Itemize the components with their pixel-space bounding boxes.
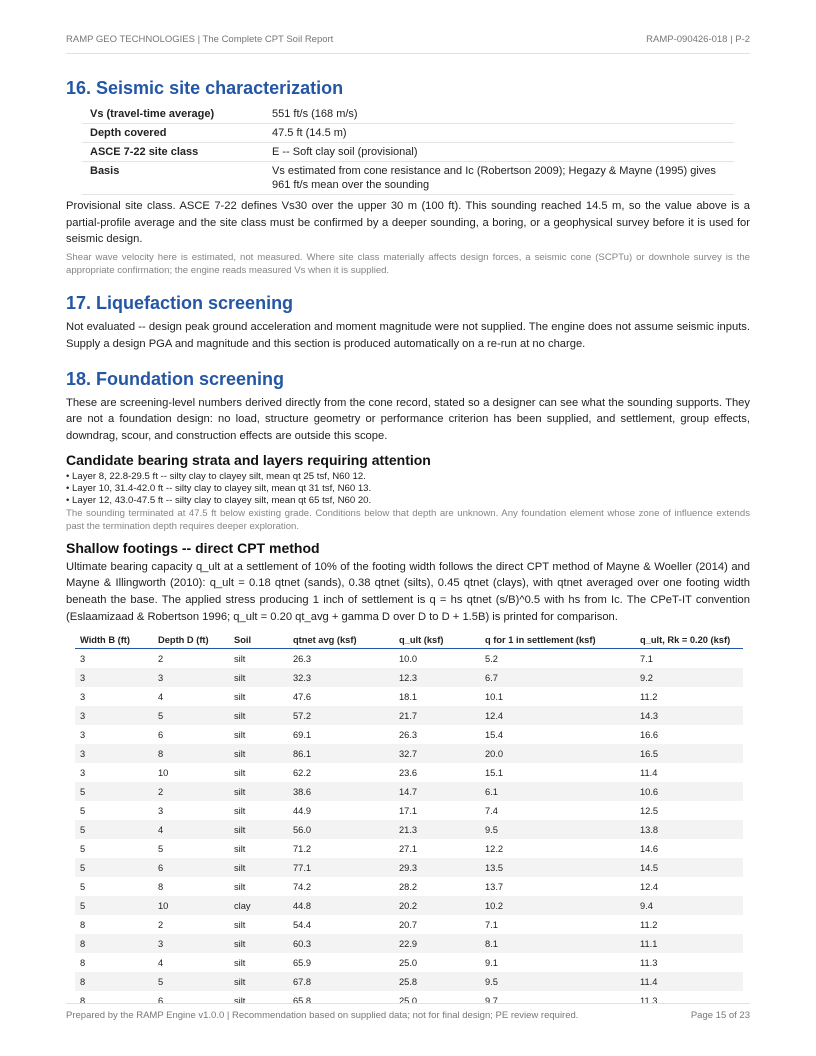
table-cell: silt	[229, 820, 288, 839]
table-cell: 3	[80, 767, 86, 778]
footer-right: Page 15 of 23	[690, 1010, 750, 1021]
footings-paragraph: Ultimate bearing capacity q_ult at a settlement of 10% of the footing width follows the direct CPT method of Mayne & Woeller (2014) and Mayne & Illingworth (2010): q_ult = 0.18 qtnet (sands), 0.38 qtnet (silts), 0.45 qtnet (clays), with qtnet averaged over one footing width beneath the base. The applied stress producing 1 inch of settlement is q = hs qtnet (s/B)^0.5 with hs from Ic. The CPeT-IT convention (Eslaamizaad & Robertson 1996; q_ult = 0.20 qt_avg + gamma D over D to D + 1.5B) is printed for comparison.	[66, 560, 750, 623]
table-cell: 10	[158, 767, 169, 778]
table-row	[75, 858, 743, 877]
table-cell: 25.0	[399, 995, 418, 1006]
table-cell: 29.3	[394, 858, 480, 877]
table-cell: 20.2	[394, 896, 480, 915]
table-row	[75, 934, 743, 953]
kv-value: 47.5 ft (14.5 m)	[264, 124, 734, 143]
table-cell: 4	[153, 820, 229, 839]
table-row	[75, 706, 743, 725]
table-cell: 5	[80, 881, 86, 892]
list-item: • Layer 12, 43.0-47.5 ft -- silty clay to clayey silt, mean qt 65 tsf, N60 20.	[66, 494, 372, 506]
table-cell: 14.6	[640, 843, 659, 854]
table-cell: 60.3	[288, 934, 394, 953]
table-cell: 20.0	[480, 744, 635, 763]
table-cell: 5	[75, 782, 153, 801]
table-cell: silt	[234, 881, 246, 892]
table-cell: 7.4	[485, 805, 498, 816]
table-cell: 15.4	[485, 729, 504, 740]
table-cell: 10.2	[480, 896, 635, 915]
table-cell: silt	[234, 919, 246, 930]
table-cell: silt	[229, 934, 288, 953]
table-cell: 77.1	[288, 858, 394, 877]
table-cell: silt	[234, 653, 246, 664]
page-content	[66, 76, 750, 1010]
page-header	[66, 34, 750, 54]
table-cell: 13.7	[485, 881, 504, 892]
table-cell: 26.3	[293, 653, 312, 664]
strata-subheading: Candidate bearing strata and layers requiring attention	[66, 451, 431, 468]
strata-note: The sounding terminated at 47.5 ft below existing grade. Conditions below that depth are unknown. Any foundation element whose zone of influence extends past the termination depth requires deeper exploration.	[66, 507, 750, 532]
table-cell: 62.2	[293, 767, 312, 778]
table-row	[75, 839, 743, 858]
table-cell: silt	[234, 691, 246, 702]
table-cell: 22.9	[394, 934, 480, 953]
table-cell: 6	[158, 729, 164, 740]
kv-value: E -- Soft clay soil (provisional)	[264, 143, 734, 162]
table-cell: 28.2	[399, 881, 418, 892]
table-cell: 5	[75, 896, 153, 915]
table-cell: 6.1	[480, 782, 635, 801]
table-cell: 9.4	[635, 896, 743, 915]
table-cell: 5	[158, 843, 164, 854]
table-cell: 25.8	[394, 972, 480, 991]
table-cell: clay	[229, 896, 288, 915]
table-row	[75, 915, 743, 934]
table-cell: 9.1	[485, 957, 498, 968]
table-cell: 11.2	[640, 691, 658, 702]
table-cell: silt	[229, 858, 288, 877]
kv-key: Basis	[82, 162, 264, 195]
table-cell: 5	[153, 972, 229, 991]
table-cell: 3	[80, 729, 86, 740]
table-row	[75, 953, 743, 972]
table-cell: 3	[75, 668, 153, 687]
column-header: Depth D (ft)	[153, 631, 229, 649]
table-cell: 12.3	[394, 668, 480, 687]
table-row	[82, 124, 734, 143]
table-row	[75, 820, 743, 839]
header-left: RAMP GEO TECHNOLOGIES | The Complete CPT Soil Report	[66, 34, 334, 45]
table-cell: 54.4	[293, 919, 312, 930]
table-cell: 25.0	[399, 957, 418, 968]
table-cell: 14.7	[394, 782, 480, 801]
table-cell: 8	[153, 744, 229, 763]
table-cell: 4	[158, 691, 164, 702]
table-cell: 11.2	[640, 919, 658, 930]
table-cell: 14.3	[635, 706, 743, 725]
table-cell: 11.4	[635, 972, 743, 991]
kv-value: Vs estimated from cone resistance and Ic (Robertson 2009); Hegazy & Mayne (1995) gives 961 ft/s mean over the sounding	[264, 162, 734, 195]
table-cell: 14.5	[635, 858, 743, 877]
section-16-paragraph: Provisional site class. ASCE 7-22 defines Vs30 over the upper 30 m (100 ft). This sounding reached 14.5 m, so the value above is a partial-profile average and the site class must be confirmed by a deeper sounding, a boring, or a geophysical survey before it is used for seismic design.	[66, 200, 750, 246]
table-cell: 3	[153, 934, 229, 953]
table-cell: 3	[80, 653, 86, 664]
table-cell: 18.1	[399, 691, 418, 702]
table-cell: 20.7	[399, 919, 418, 930]
table-cell: silt	[229, 972, 288, 991]
page-footer	[66, 1003, 750, 1021]
table-cell: 71.2	[293, 843, 312, 854]
table-row	[75, 896, 743, 915]
table-cell: 12.4	[480, 706, 635, 725]
table-cell: silt	[229, 782, 288, 801]
table-cell: 12.4	[640, 881, 659, 892]
table-cell: 9.5	[480, 820, 635, 839]
table-body	[75, 649, 743, 1011]
list-item: • Layer 10, 31.4-42.0 ft -- silty clay to clayey silt, mean qt 31 tsf, N60 13.	[66, 482, 372, 494]
table-cell: 5.2	[485, 653, 498, 664]
table-cell: silt	[234, 729, 246, 740]
table-cell: 38.6	[288, 782, 394, 801]
table-row	[75, 763, 743, 782]
footer-left: Prepared by the RAMP Engine v1.0.0 | Recommendation based on supplied data; not for final design; PE review required.	[66, 1010, 579, 1021]
table-row	[75, 687, 743, 706]
table-cell: silt	[229, 668, 288, 687]
column-header: q_ult (ksf)	[394, 631, 480, 649]
seismic-summary-table	[82, 105, 734, 195]
table-cell: silt	[229, 744, 288, 763]
table-row	[82, 105, 734, 124]
table-cell: 2	[158, 919, 164, 930]
section-17-title: 17. Liquefaction screening	[66, 293, 294, 314]
kv-value: 551 ft/s (168 m/s)	[264, 105, 734, 124]
table-row	[75, 877, 743, 896]
section-17-paragraph: Not evaluated -- design peak ground acceleration and moment magnitude were not supplied. The engine does not assume seismic inputs. Supply a design PGA and magnitude and this section is produced automatically on a re-run at no charge.	[66, 321, 750, 350]
header-right: RAMP-090426-018 | P-2	[646, 34, 750, 45]
table-cell: 10.1	[485, 691, 504, 702]
table-cell: 56.0	[288, 820, 394, 839]
table-cell: 23.6	[399, 767, 418, 778]
table-cell: 8	[80, 957, 86, 968]
table-cell: 44.8	[288, 896, 394, 915]
table-cell: 32.7	[394, 744, 480, 763]
table-cell: 44.9	[293, 805, 312, 816]
table-cell: 65.8	[293, 995, 312, 1006]
table-cell: 15.1	[485, 767, 504, 778]
table-cell: silt	[234, 957, 246, 968]
column-header: Width B (ft)	[75, 631, 153, 649]
section-16-note: Shear wave velocity here is estimated, not measured. Where site class materially affects design forces, a seismic cone (SCPTu) or downhole survey is the appropriate confirmation; the engine reads measured Vs when it is supplied.	[66, 252, 750, 277]
table-cell: 21.7	[394, 706, 480, 725]
table-cell: 8	[80, 995, 86, 1006]
table-cell: 8.1	[480, 934, 635, 953]
table-cell: 6.7	[480, 668, 635, 687]
strata-list	[66, 471, 750, 507]
table-cell: 5	[153, 706, 229, 725]
table-cell: 13.8	[635, 820, 743, 839]
table-cell: 74.2	[293, 881, 312, 892]
table-cell: 5	[80, 843, 86, 854]
table-cell: 5	[80, 805, 86, 816]
kv-key: ASCE 7-22 site class	[82, 143, 264, 162]
table-cell: 4	[158, 957, 164, 968]
table-row	[75, 972, 743, 991]
column-header: Soil	[229, 631, 288, 649]
table-cell: 26.3	[399, 729, 418, 740]
table-cell: 10.0	[399, 653, 418, 664]
kv-key: Depth covered	[82, 124, 264, 143]
table-cell: 8	[75, 934, 153, 953]
table-cell: 17.1	[399, 805, 418, 816]
table-cell: 3	[80, 691, 86, 702]
table-cell: 3	[158, 805, 164, 816]
table-row	[75, 725, 743, 744]
table-cell: 7.1	[485, 919, 498, 930]
section-16-title: 16. Seismic site characterization	[66, 78, 344, 98]
column-header: qtnet avg (ksf)	[288, 631, 394, 649]
table-cell: 16.5	[635, 744, 743, 763]
table-cell: 5	[75, 820, 153, 839]
table-cell: 12.5	[640, 805, 659, 816]
table-cell: silt	[234, 767, 246, 778]
table-cell: 8	[75, 972, 153, 991]
section-18-paragraph: These are screening-level numbers derived directly from the cone record, stated so a designer can see what the sounding supports. They are not a foundation design: no load, structure geometry or performance criterion has been supplied, and settlement, group effects, downdrag, scour, and construction effects are outside this scope.	[66, 396, 750, 442]
table-cell: 21.3	[394, 820, 480, 839]
footing-bearing-table	[75, 631, 743, 1010]
table-cell: 3	[75, 744, 153, 763]
table-row	[82, 143, 734, 162]
table-cell: 65.9	[293, 957, 312, 968]
column-header: q for 1 in settlement (ksf)	[480, 631, 635, 649]
table-cell: 10	[153, 896, 229, 915]
table-cell: 10.6	[635, 782, 743, 801]
table-row	[75, 668, 743, 687]
table-cell: 27.1	[399, 843, 418, 854]
table-cell: 8	[158, 881, 164, 892]
kv-key: Vs (travel-time average)	[82, 105, 264, 124]
table-cell: 9.5	[480, 972, 635, 991]
table-cell: 2	[153, 782, 229, 801]
section-18-title: 18. Foundation screening	[66, 368, 285, 389]
table-cell: 2	[158, 653, 164, 664]
table-row	[75, 744, 743, 763]
table-cell: 5	[75, 858, 153, 877]
table-cell: 67.8	[288, 972, 394, 991]
table-cell: 11.1	[635, 934, 743, 953]
table-cell: silt	[234, 995, 246, 1006]
table-cell: 57.2	[288, 706, 394, 725]
table-cell: 12.2	[485, 843, 504, 854]
table-cell: 13.5	[480, 858, 635, 877]
table-cell: 3	[153, 668, 229, 687]
table-cell: 69.1	[293, 729, 312, 740]
list-item: • Layer 8, 22.8-29.5 ft -- silty clay to clayey silt, mean qt 25 tsf, N60 12.	[66, 470, 366, 482]
table-cell: 11.3	[640, 957, 658, 968]
table-cell: 9.2	[635, 668, 743, 687]
table-cell: 32.3	[288, 668, 394, 687]
table-cell: 3	[75, 706, 153, 725]
table-cell: silt	[229, 706, 288, 725]
table-header-row	[75, 631, 743, 649]
table-cell: silt	[234, 805, 246, 816]
table-row	[75, 801, 743, 820]
table-cell: 9.7	[485, 995, 498, 1006]
table-cell: 11.4	[640, 767, 658, 778]
table-row	[75, 649, 743, 669]
table-cell: 86.1	[288, 744, 394, 763]
table-cell: 8	[80, 919, 86, 930]
table-cell: 16.6	[640, 729, 659, 740]
column-header: q_ult, Rk = 0.20 (ksf)	[635, 631, 743, 649]
footings-subheading: Shallow footings -- direct CPT method	[66, 539, 320, 556]
table-cell: silt	[234, 843, 246, 854]
table-cell: 6	[158, 995, 164, 1006]
table-cell: 11.3	[640, 995, 658, 1006]
table-cell: 6	[153, 858, 229, 877]
table-row	[82, 162, 734, 195]
table-row	[75, 782, 743, 801]
table-cell: 7.1	[640, 653, 653, 664]
table-cell: 47.6	[293, 691, 312, 702]
